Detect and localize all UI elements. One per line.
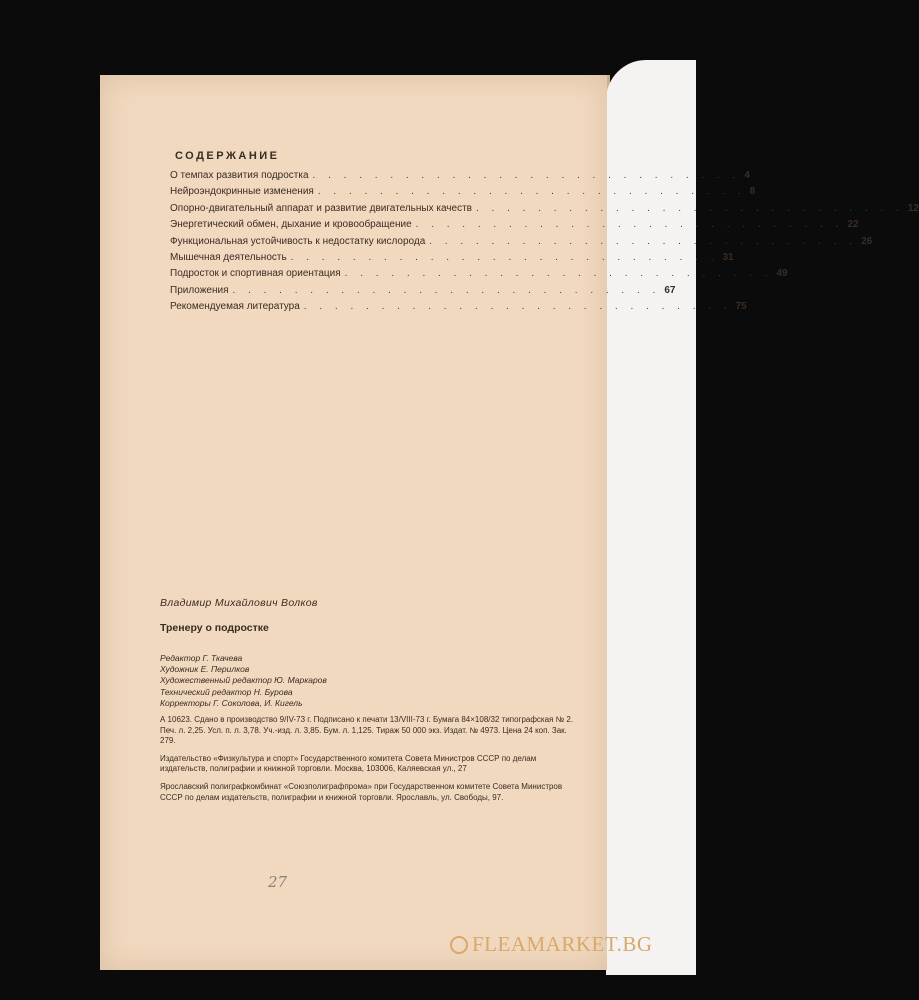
toc-entry-page: 12 (907, 202, 919, 214)
toc-entry (170, 235, 873, 252)
toc-leader-dots: . . . . . . . . . . . . . . . . . . . . . . . . . . . . (344, 268, 773, 280)
watermark (450, 932, 653, 957)
toc-entry-page: 8 (749, 186, 756, 198)
imprint-paragraph: А 10623. Сдано в производство 9/IV-73 г. Подписано к печати 13/VIII-73 г. Бумага 84×108/32 типографская № 2. Печ. л. 2,25. Усл. п. л. 3,78. Уч.-изд. л. 3,85. Бум. л. 1,125. Тираж 50 000 экз. Издат. № 4973. Цена 24 коп. Зак. 279. (160, 715, 574, 746)
toc-entry-label: О темпах развития подростка (170, 170, 309, 181)
watermark-text: FLEAMARKET.BG (472, 932, 653, 956)
toc-leader-dots: . . . . . . . . . . . . . . . . . . . . . . . . . . . . (415, 219, 844, 231)
book-title: Тренеру о подростке (160, 622, 269, 634)
toc-entry (170, 219, 859, 235)
toc-leader-dots: . . . . . . . . . . . . . . . . . . . . . . . . . . . . (303, 301, 732, 313)
credit-line: Корректоры Г. Соколова, И. Кигель (160, 697, 303, 708)
handwritten-note: 27 (268, 873, 288, 891)
toc-entry-page: 26 (861, 235, 873, 247)
credit-line: Художественный редактор Ю. Маркаров (160, 675, 327, 686)
toc-leader-dots: . . . . . . . . . . . . . . . . . . . . . . . . . . . . (429, 235, 858, 247)
toc-entry-page: 75 (735, 301, 747, 313)
toc-leader-dots: . . . . . . . . . . . . . . . . . . . . . . . . . . . . (290, 251, 719, 263)
toc-entry (170, 268, 788, 284)
toc-entry-label: Приложения (170, 284, 229, 296)
credit-line: Художник Е. Перилков (160, 664, 250, 675)
toc-entry-label: Опорно-двигательный аппарат и развитие двигательных качеств (170, 202, 472, 214)
toc-entry-page: 22 (847, 219, 859, 231)
imprint-paragraph: Ярославский полиграфкомбинат «Союзполиграфпрома» при Государственном комитете Совета Министров СССР по делам издательств, полиграфии и книжной торговли. Ярославль, ул. Свободы, 97. (160, 781, 563, 802)
toc-entry-label: Рекомендуемая литература (170, 301, 300, 313)
credits-list (160, 653, 327, 709)
toc-leader-dots: . . . . . . . . . . . . . . . . . . . . . . . . . . . . (232, 284, 661, 296)
toc-entry (170, 170, 750, 186)
imprint-block (160, 715, 580, 810)
imprint-paragraph: Издательство «Физкультура и спорт» Государственного комитета Совета Министров СССР по делам издательств, полиграфии и книжной торговли. Москва, 103006, Каляевская ул., 27 (160, 753, 537, 774)
toc-entry-label: Подросток и спортивная ориентация (170, 268, 341, 280)
toc-entry (170, 251, 734, 268)
toc-entry-label: Мышечная деятельность (170, 251, 287, 263)
toc-entry (170, 284, 676, 301)
toc-entry (170, 202, 919, 219)
toc-entry-label: Нейроэндокринные изменения (170, 186, 314, 198)
book-author: Владимир Михайлович Волков (160, 597, 318, 609)
toc-entry-page: 31 (722, 251, 734, 263)
watermark-logo-icon (450, 936, 468, 954)
credit-line: Редактор Г. Ткачева (160, 653, 243, 663)
toc-entry (170, 301, 747, 317)
toc-leader-dots: . . . . . . . . . . . . . . . . . . . . . . . . . . . . (475, 202, 904, 214)
toc-leader-dots: . . . . . . . . . . . . . . . . . . . . . . . . . . . . (312, 170, 741, 181)
toc-entry-page: 49 (776, 268, 788, 280)
toc-title: СОДЕРЖАНИЕ (175, 150, 280, 162)
toc-entry-label: Функциональная устойчивость к недостатку кислорода (170, 235, 426, 247)
table-of-contents (170, 170, 919, 318)
credit-line: Технический редактор Н. Бурова (160, 686, 293, 697)
toc-leader-dots: . . . . . . . . . . . . . . . . . . . . . . . . . . . . (317, 186, 746, 198)
book-page (100, 75, 919, 970)
toc-entry-page: 4 (744, 170, 750, 181)
toc-entry-label: Энергетический обмен, дыхание и кровообращение (170, 219, 412, 231)
toc-entry (170, 186, 756, 202)
toc-entry-page: 67 (664, 284, 676, 296)
